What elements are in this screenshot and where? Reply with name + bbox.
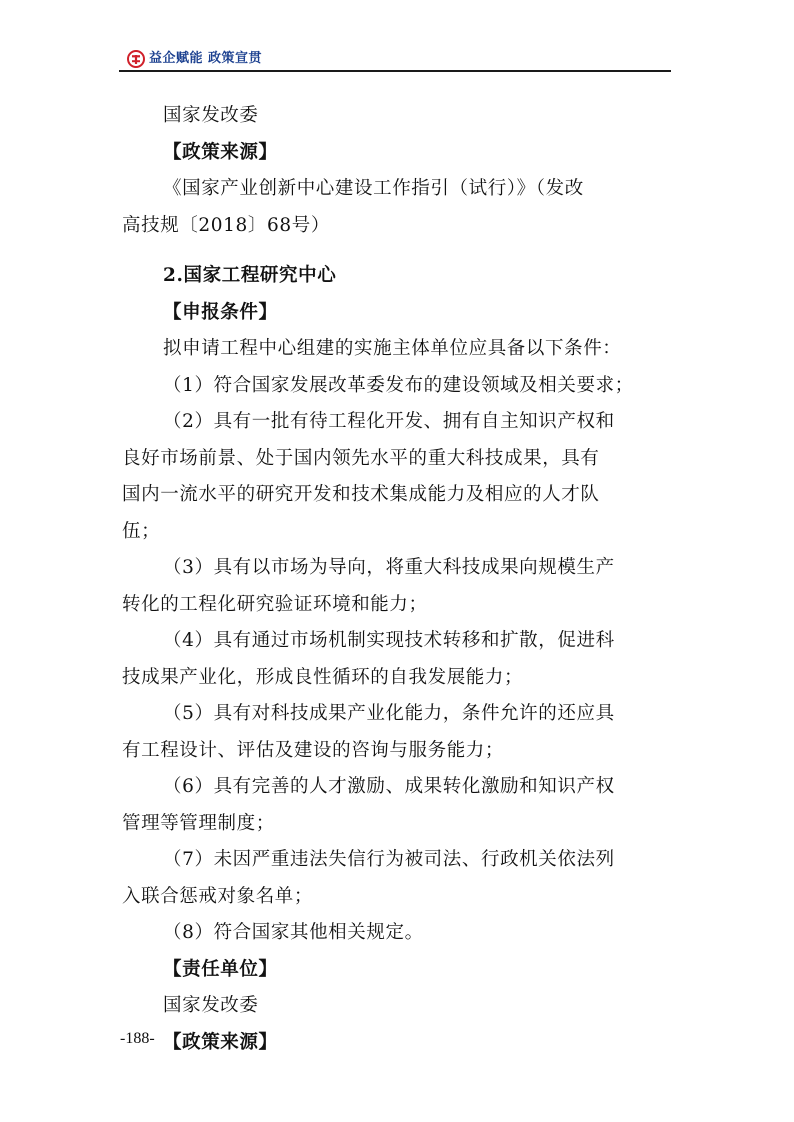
body-line: 国家发改委 xyxy=(163,105,259,126)
body-line: 国内一流水平的研究开发和技术集成能力及相应的人才队 xyxy=(122,484,600,505)
body-line: （3）具有以市场为导向，将重大科技成果向规模生产 xyxy=(163,557,615,578)
body-line: 入联合惩戒对象名单； xyxy=(122,885,314,907)
document-body xyxy=(122,98,674,1061)
body-line: （6）具有完善的人才激励、成果转化激励和知识产权 xyxy=(163,776,615,797)
body-line: 有工程设计、评估及建设的咨询与服务能力； xyxy=(122,739,505,761)
body-line: 高技规〔2018〕68号） xyxy=(122,214,330,236)
body-line: 技成果产业化，形成良性循环的自我发展能力； xyxy=(122,666,524,688)
body-line: 转化的工程化研究验证环境和能力； xyxy=(122,593,428,615)
body-line: （1）符合国家发展改革委发布的建设领域及相关要求； xyxy=(163,374,634,396)
logo-icon xyxy=(127,50,145,68)
header-rule xyxy=(119,70,671,72)
page-number: -188- xyxy=(120,1030,155,1047)
section-heading: 【责任单位】 xyxy=(163,958,278,980)
body-line: （2）具有一批有待工程化开发、拥有自主知识产权和 xyxy=(163,411,615,432)
body-line: 管理等管理制度； xyxy=(122,812,275,834)
body-line: （7）未因严重违法失信行为被司法、行政机关依法列 xyxy=(163,849,615,870)
body-line: 拟申请工程中心组建的实施主体单位应具备以下条件： xyxy=(163,338,622,359)
section-heading: 【政策来源】 xyxy=(163,1031,278,1053)
brand-name: 益企赋能 政策宣贯 xyxy=(149,51,263,66)
body-line: （8）符合国家其他相关规定。 xyxy=(163,922,424,943)
body-line: （4）具有通过市场机制实现技术转移和扩散，促进科 xyxy=(163,630,615,651)
section-heading: 【政策来源】 xyxy=(163,141,278,163)
section-gap xyxy=(122,244,674,258)
body-line: （5）具有对科技成果产业化能力，条件允许的还应具 xyxy=(163,703,615,724)
body-line: 伍； xyxy=(122,520,161,542)
page-header xyxy=(119,47,671,73)
body-line: 《国家产业创新中心建设工作指引（试行）》（发改 xyxy=(163,178,584,199)
section-heading: 2.国家工程研究中心 xyxy=(163,265,337,286)
section-heading: 【申报条件】 xyxy=(163,301,278,323)
body-line: 国家发改委 xyxy=(163,995,259,1016)
body-line: 良好市场前景、处于国内领先水平的重大科技成果，具有 xyxy=(122,447,600,469)
